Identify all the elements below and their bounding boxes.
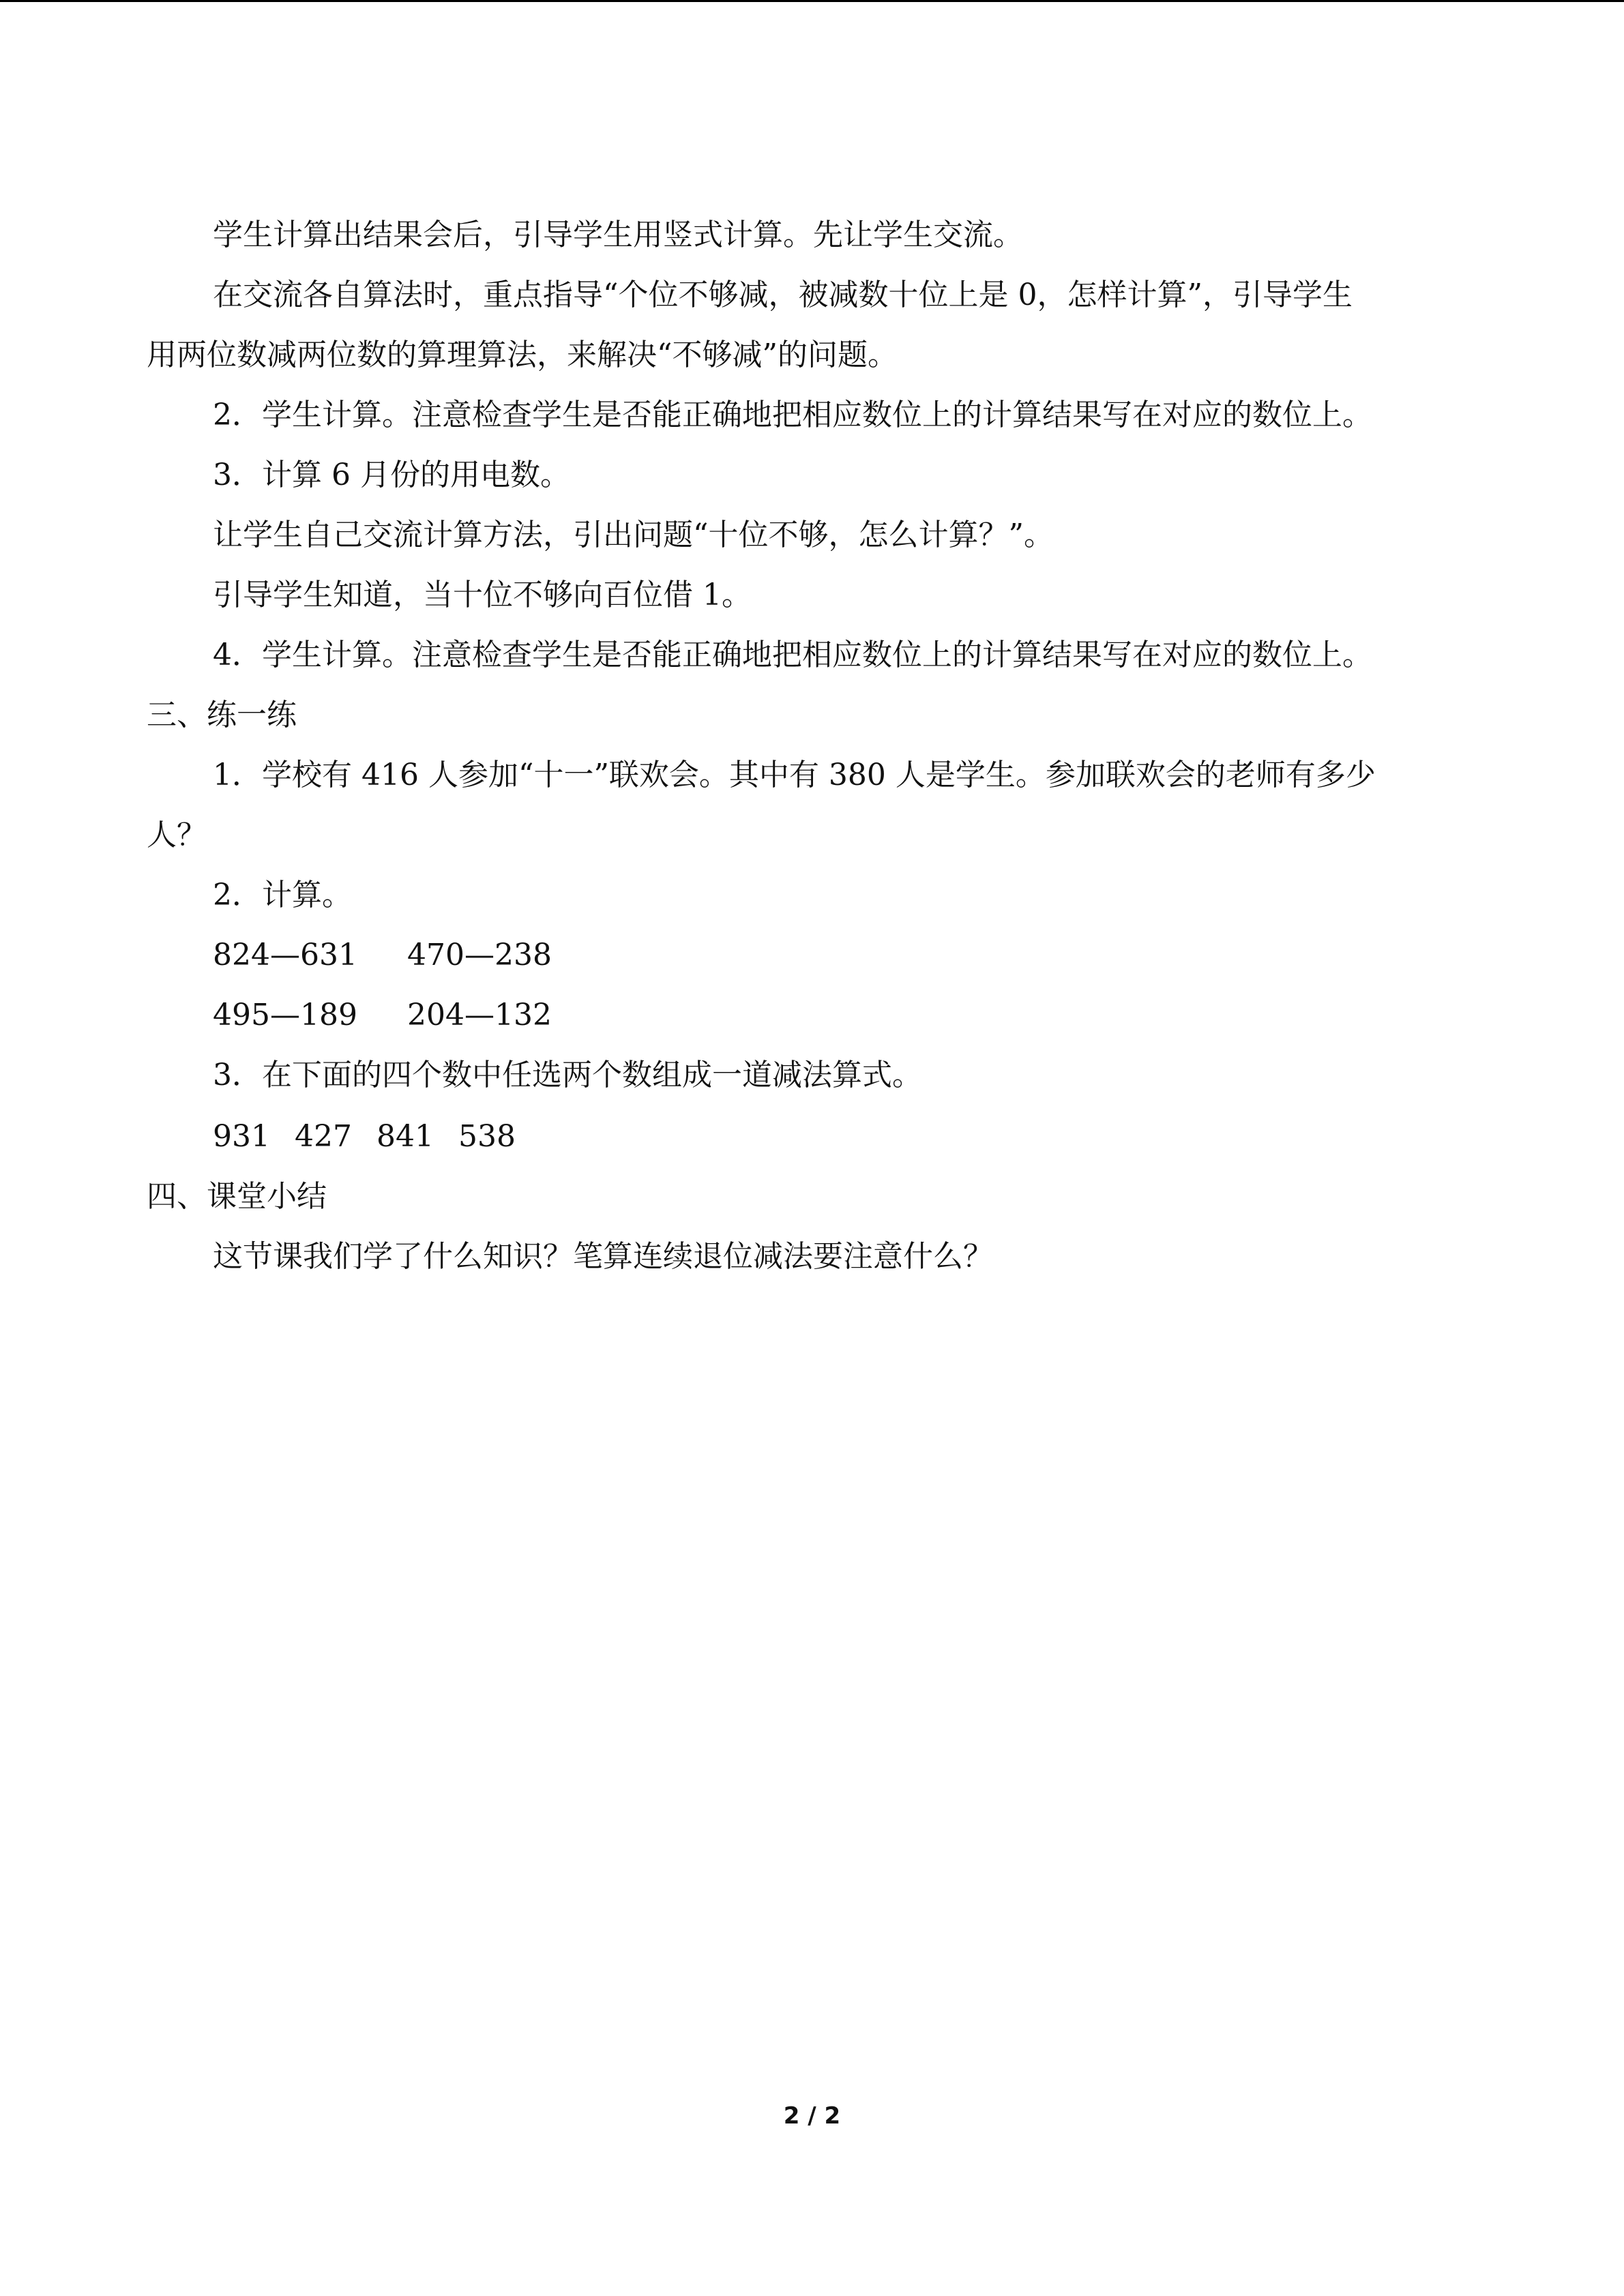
number: 538 [458,1119,516,1154]
paragraph: 学生计算出结果会后，引导学生用竖式计算。先让学生交流。 [213,218,1023,252]
calc-expression: 470—238 [407,938,552,972]
number-row [213,1116,1477,1157]
calc-row [213,995,1477,1036]
number: 841 [377,1119,434,1154]
paragraph: 让学生自己交流计算方法，引出问题“十位不够，怎么计算？”。 [213,518,1054,552]
calc-expression: 824—631 [213,938,357,972]
paragraph: 这节课我们学了什么知识？笔算连续退位减法要注意什么？ [213,1239,993,1274]
paragraph: 4．学生计算。注意检查学生是否能正确地把相应数位上的计算结果写在对应的数位上。 [213,638,1372,672]
exercise-question: 3．在下面的四个数中任选两个数组成一道减法算式。 [213,1058,922,1092]
number: 427 [295,1119,352,1154]
page-number: 2 / 2 [783,2102,841,2130]
calc-expression: 495—189 [213,998,357,1032]
number: 931 [213,1119,270,1154]
exercise-question: 2．计算。 [213,878,352,912]
paragraph: 2．学生计算。注意检查学生是否能正确地把相应数位上的计算结果写在对应的数位上。 [213,398,1372,432]
paragraph: 引导学生知道，当十位不够向百位借 1。 [213,578,752,612]
calc-expression: 204—132 [407,998,552,1032]
exercise-question: 1．学校有 416 人参加“十一”联欢会。其中有 380 人是学生。参加联欢会的老师有多少 [213,758,1376,792]
section-heading-practice: 三、练一练 [147,698,297,732]
calc-row [213,935,1477,976]
section-heading-summary: 四、课堂小结 [147,1179,327,1214]
paragraph: 3．计算 6 月份的用电数。 [213,458,570,492]
paragraph: 在交流各自算法时，重点指导“个位不够减，被减数十位上是 0，怎样计算”，引导学生 [213,278,1353,312]
exercise-question: 人？ [147,818,207,852]
paragraph: 用两位数减两位数的算理算法，来解决“不够减”的问题。 [147,338,898,372]
